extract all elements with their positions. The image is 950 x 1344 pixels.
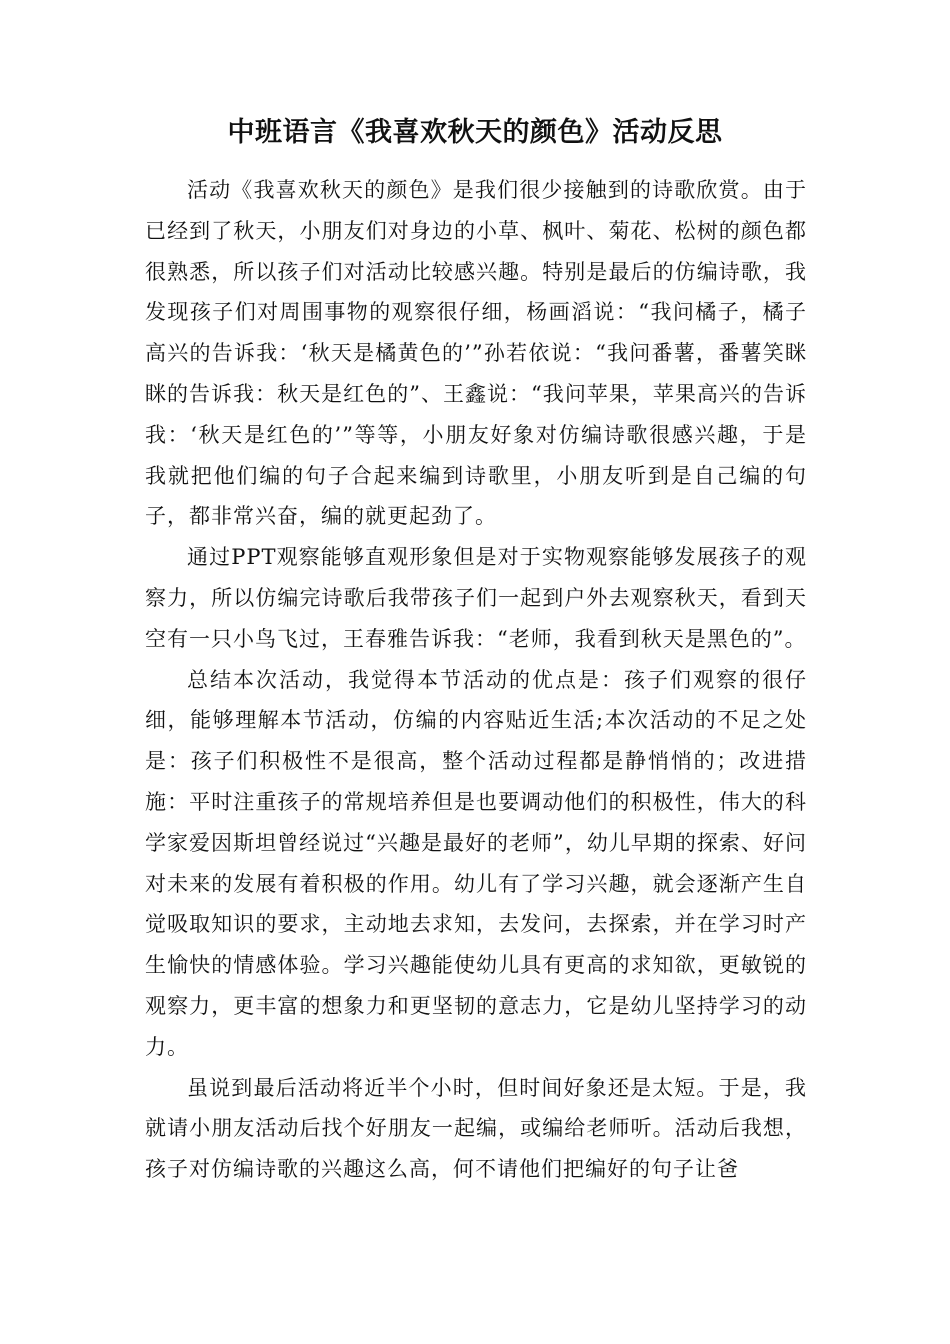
- paragraph-2: 通过PPT观察能够直观形象但是对于实物观察能够发展孩子的观察力，所以仿编完诗歌后我带孩子们一起到户外去观察秋天，看到天空有一只小鸟飞过，王春雅告诉我：“老师，我看到秋天是黑色的”。: [145, 545, 807, 651]
- document-body: [145, 170, 807, 1190]
- paragraph-3: 总结本次活动，我觉得本节活动的优点是：孩子们观察的很仔细，能够理解本节活动，仿编的内容贴近生活;本次活动的不足之处是：孩子们积极性不是很高，整个活动过程都是静悄悄的；改进措施：平时注重孩子的常规培养但是也要调动他们的积极性，伟大的科学家爱因斯坦曾经说过“兴趣是最好的老师”，幼儿早期的探索、好问对未来的发展有着积极的作用。幼儿有了学习兴趣，就会逐渐产生自觉吸取知识的要求，主动地去求知，去发问，去探索，并在学习时产生愉快的情感体验。学习兴趣能使幼儿具有更高的求知欲，更敏锐的观察力，更丰富的想象力和更坚韧的意志力，它是幼儿坚持学习的动力。: [145, 667, 807, 1059]
- document-title: 中班语言《我喜欢秋天的颜色》活动反思: [227, 117, 723, 148]
- paragraph-4: 虽说到最后活动将近半个小时，但时间好象还是太短。于是，我就请小朋友活动后找个好朋友一起编，或编给老师听。活动后我想，孩子对仿编诗歌的兴趣这么高，何不请他们把编好的句子让爸: [145, 1075, 807, 1182]
- paragraph-1: 活动《我喜欢秋天的颜色》是我们很少接触到的诗歌欣赏。由于已经到了秋天，小朋友们对身边的小草、枫叶、菊花、松树的颜色都很熟悉，所以孩子们对活动比较感兴趣。特别是最后的仿编诗歌，我发现孩子们对周围事物的观察很仔细，杨画滔说：“我问橘子，橘子高兴的告诉我：‘秋天是橘黄色的’”孙若依说：“我问番薯，番薯笑眯眯的告诉我：秋天是红色的”、王鑫说：“我问苹果，苹果高兴的告诉我：‘秋天是红色的’”等等，小朋友好象对仿编诗歌很感兴趣，于是我就把他们编的句子合起来编到诗歌里，小朋友听到是自己编的句子，都非常兴奋，编的就更起劲了。: [145, 178, 807, 529]
